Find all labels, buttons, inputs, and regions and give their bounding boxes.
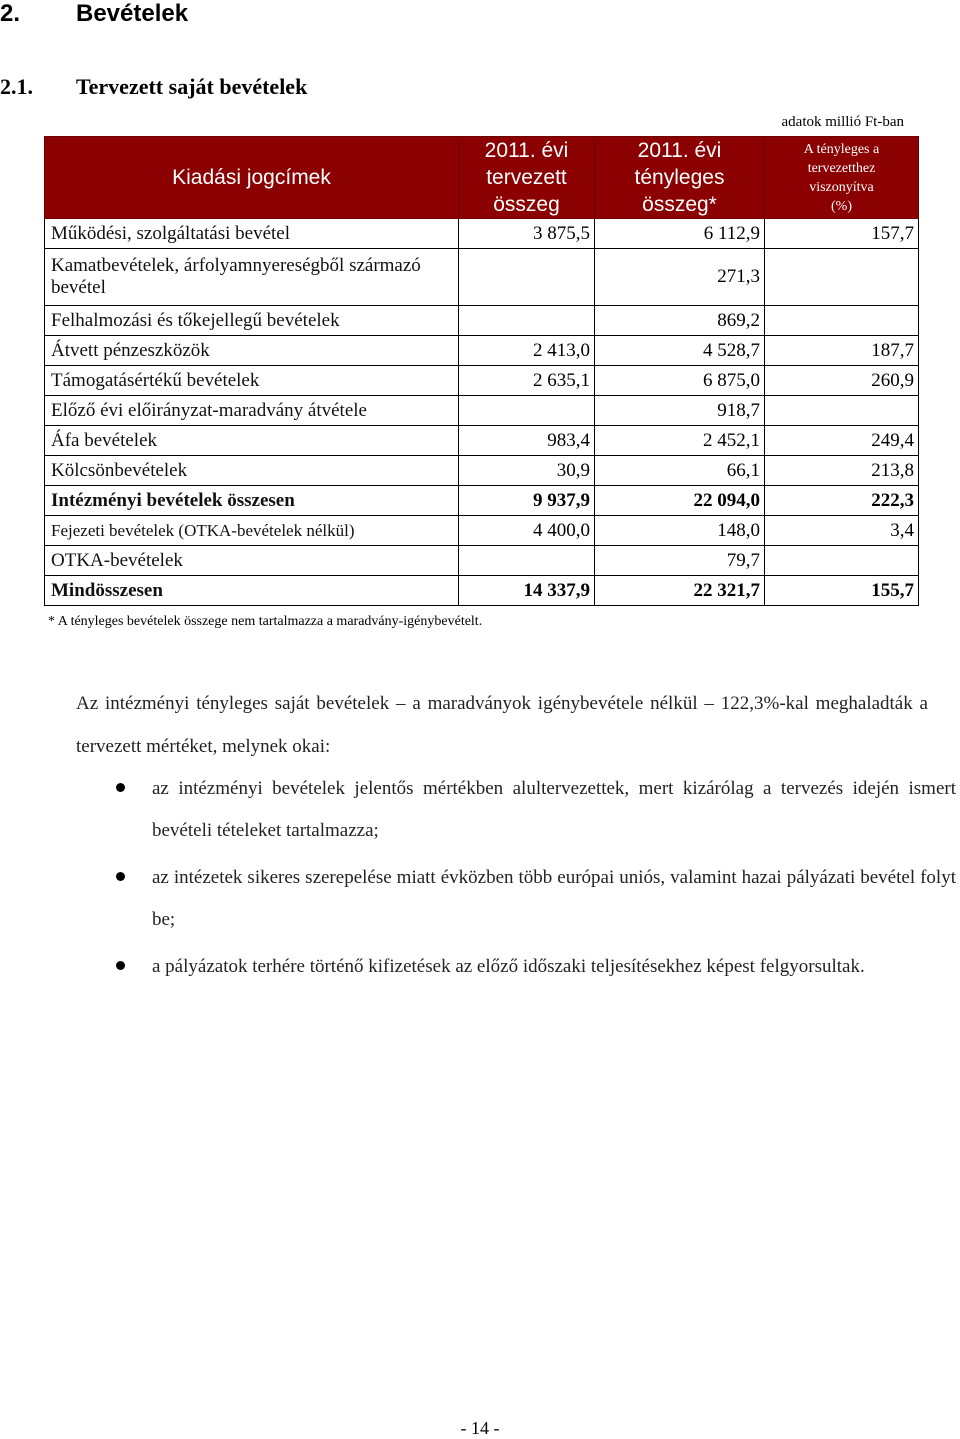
reasons-list <box>76 768 956 993</box>
subsection-heading <box>0 74 307 100</box>
row-actual: 6 875,0 <box>595 366 765 396</box>
header-planned-line: 2011. évi <box>484 139 569 162</box>
row-name: Előző évi előirányzat-maradvány átvétele <box>45 396 459 426</box>
row-ratio <box>765 249 919 306</box>
row-planned <box>459 249 595 306</box>
header-planned <box>459 137 595 219</box>
row-actual: 2 452,1 <box>595 426 765 456</box>
row-planned: 983,4 <box>459 426 595 456</box>
row-ratio: 155,7 <box>765 576 919 606</box>
section-number: 2. <box>0 0 21 27</box>
table-row <box>45 426 919 456</box>
list-item <box>76 768 956 852</box>
row-planned: 2 413,0 <box>459 336 595 366</box>
header-ratio-line: (%) <box>831 198 852 214</box>
row-actual: 66,1 <box>595 456 765 486</box>
row-name: Támogatásértékű bevételek <box>45 366 459 396</box>
table-row <box>45 306 919 336</box>
table-row <box>45 546 919 576</box>
row-actual: 148,0 <box>595 516 765 546</box>
header-actual-line: tényleges <box>634 166 725 189</box>
row-ratio: 157,7 <box>765 219 919 249</box>
row-ratio <box>765 546 919 576</box>
row-ratio: 187,7 <box>765 336 919 366</box>
table-row <box>45 219 919 249</box>
row-ratio: 3,4 <box>765 516 919 546</box>
row-name: Kölcsönbevételek <box>45 456 459 486</box>
header-ratio-line: A tényleges a <box>803 141 880 157</box>
header-actual-line: 2011. évi <box>637 139 722 162</box>
header-planned-line: összeg <box>493 193 560 216</box>
row-ratio <box>765 306 919 336</box>
row-name: Átvett pénzeszközök <box>45 336 459 366</box>
table-row-subtotal <box>45 486 919 516</box>
row-ratio: 249,4 <box>765 426 919 456</box>
subsection-title: Tervezett saját bevételek <box>76 74 308 99</box>
header-planned-line: tervezett <box>486 166 567 189</box>
table-row <box>45 396 919 426</box>
row-name: Működési, szolgáltatási bevétel <box>45 219 459 249</box>
table-row <box>45 336 919 366</box>
table-header-row <box>45 137 919 219</box>
revenue-table <box>44 136 919 606</box>
header-actual-line: összeg* <box>642 193 717 216</box>
row-actual: 22 321,7 <box>595 576 765 606</box>
row-actual: 6 112,9 <box>595 219 765 249</box>
row-actual: 271,3 <box>595 249 765 306</box>
row-actual: 22 094,0 <box>595 486 765 516</box>
section-title: Bevételek <box>76 0 189 27</box>
row-name: Intézményi bevételek összesen <box>45 486 459 516</box>
table-footnote: * A tényleges bevételek összege nem tartalmazza a maradvány-igénybevételt. <box>48 614 483 629</box>
row-planned: 9 937,9 <box>459 486 595 516</box>
row-planned: 3 875,5 <box>459 219 595 249</box>
bullet-icon <box>116 872 125 881</box>
row-planned <box>459 306 595 336</box>
header-ratio-line: tervezetthez <box>807 160 876 176</box>
body-paragraph: Az intézményi tényleges saját bevételek – a maradványok igénybevétele nélkül – 122,3%-kal meghaladták a tervezett mértéket, melynek okai: <box>76 693 928 757</box>
section-heading <box>0 0 188 28</box>
row-planned <box>459 546 595 576</box>
unit-note: adatok millió Ft-ban <box>781 114 904 130</box>
row-planned: 2 635,1 <box>459 366 595 396</box>
row-ratio: 222,3 <box>765 486 919 516</box>
table-row-total <box>45 576 919 606</box>
header-actual <box>595 137 765 219</box>
row-planned: 30,9 <box>459 456 595 486</box>
row-actual: 918,7 <box>595 396 765 426</box>
list-item-text: az intézményi bevételek jelentős mértékben alultervezettek, mert kizárólag a tervezés idején ismert bevételi tételeket tartalmazza; <box>152 778 956 841</box>
row-name: Mindösszesen <box>45 576 459 606</box>
row-name: Áfa bevételek <box>45 426 459 456</box>
row-planned <box>459 396 595 426</box>
row-name: Kamatbevételek, árfolyamnyereségből származó bevétel <box>45 249 459 306</box>
list-item-text: a pályázatok terhére történő kifizetések az előző időszaki teljesítésekhez képest felgyorsultak. <box>152 956 865 977</box>
row-actual: 4 528,7 <box>595 336 765 366</box>
page-number: - 14 - <box>460 1418 500 1438</box>
row-name: Fejezeti bevételek (OTKA-bevételek nélkül) <box>45 516 459 546</box>
header-ratio <box>765 137 919 219</box>
list-item-text: az intézetek sikeres szerepelése miatt évközben több európai uniós, valamint hazai pályázati bevétel folyt be; <box>152 867 956 930</box>
subsection-number: 2.1. <box>0 74 33 99</box>
row-actual: 79,7 <box>595 546 765 576</box>
list-item <box>76 946 956 988</box>
header-category: Kiadási jogcímek <box>45 137 459 219</box>
row-planned: 14 337,9 <box>459 576 595 606</box>
table-row <box>45 456 919 486</box>
row-planned: 4 400,0 <box>459 516 595 546</box>
row-name: Felhalmozási és tőkejellegű bevételek <box>45 306 459 336</box>
row-name: OTKA-bevételek <box>45 546 459 576</box>
header-ratio-line: viszonyítva <box>809 179 874 195</box>
table-row <box>45 366 919 396</box>
bullet-icon <box>116 783 125 792</box>
row-ratio: 213,8 <box>765 456 919 486</box>
list-item <box>76 857 956 941</box>
row-actual: 869,2 <box>595 306 765 336</box>
table-row <box>45 249 919 306</box>
row-ratio <box>765 396 919 426</box>
row-ratio: 260,9 <box>765 366 919 396</box>
bullet-icon <box>116 961 125 970</box>
table-row <box>45 516 919 546</box>
